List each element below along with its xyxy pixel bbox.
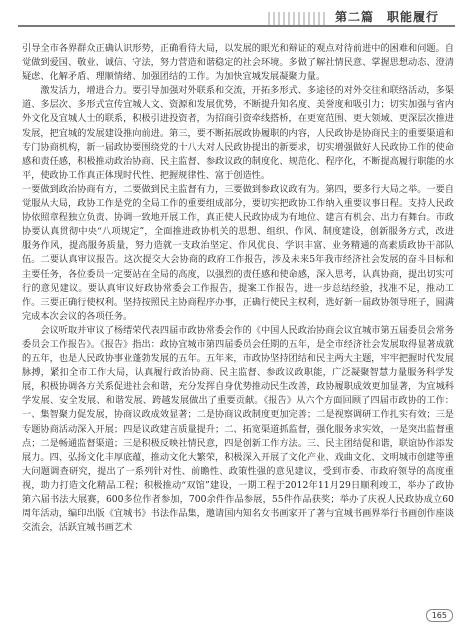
body-text (22, 42, 454, 535)
paragraph: 引导全市各界群众正确认识形势，正确看待大局，以发展的眼光和辩证的观点对待前进中的困难和问题。自觉做到爱国、敬业、诚信、守法，努力营造和谐稳定的社会环境。多做了解社情民意、掌握思想动态、澄清疑虑、化解矛盾、理顺情绪、加强团结的工作。为加快宜城发展凝聚力量。 (22, 43, 454, 83)
header-decoration (268, 12, 328, 26)
header-rule (18, 25, 455, 27)
paragraph: 会议听取并审议了杨缙荣代表四届市政协常委会作的《中国人民政治协商会议宜城市第五届委员会常务委员会工作报告》。《报告》指出：政协宜城市第四届委员会任期的五年，是全市经济社会发展取得显著成就的五年，也是人民政协事业蓬勃发展的五年。五年来，市政协坚持团结和民主两大主题，牢牢把握时代发展脉搏，紧扣全市工作大局，认真履行政治协商、民主监督、参政议政职能，广泛凝聚智慧力量服务科学发展，积极协调各方关系促进社会和谐，充分发挥自身优势推动民生改善，政协履职成效更加显著，为宜城科学发展、安全发展、和谐发展、跨越发展做出了重要贡献。《报告》从六个方面回顾了四届市政协的工作：一、集智聚力促发展，协商议政成效显著；二是协商议政制度更加完善；二是视察调研工作扎实有效；三是专题协商活动深入开展；四是议政建言质量提升；二、拓宽渠道抓监督，强化服务求实效，一是突出监督重点；二是畅通监督渠道；三是积极反映社情民意，四是创新工作方法。三、民主团结促和谐，联谊协作添发展力。四、弘扬文化丰厚底蕴，推动文化大繁荣，积极深入开展了文化产业、戏曲文化、文明城市创建等重大问题调查研究，提出了一系列针对性、前瞻性、政策性强的意见建议，受到市委、市政府领导的高度重视，助力打造文化精品工程；积极推动“双馆”建设，一期工程于2012年11月29日顺利竣工，举办了政协第六届书法大展赛，600多位作者参加，700余件作品参展，55件作品获奖；举办了庆祝人民政协成立60周年活动，编印出版《宜城书》书法作品集，邀请国内知名女书画家开了著与宜城书画界举行书画创作座谈交流会，活跃宜城书画艺术 (22, 324, 454, 534)
paragraph: 一要做到政治协商有方，二要做到民主监督有力，三要做到参政议政有为。第四，要多行大局之举。一要自觉服从大局，政协工作是党的全局工作的重要组成部分，要切实把政协工作纳入重要议事日程。支持人民政协依照章程独立负责、协调一致地开展工作，真正使人民政协成为有地位、建言有机会、出力有舞台。市政协要认真贯彻中央“八项规定”，全面推进政协机关的思想、组织、作风、制度建设，创新服务方式，改进服务作风，提高服务质量，努力造就一支政治坚定、作风优良、学识丰富、业务精通的高素质政协干部队伍。二要认真审议报告。这次提交大会协商的政府工作报告，涉及未来5年我市经济社会发展的奋斗目标和主要任务，各位委员一定要站在全局的高度，以强烈的责任感和使命感，深入思考，认真协商，提出切实可行的意见建议。要认真审议好政协常委会工作报告，提案工作报告，进一步总结经验，找准不足，推动工作。三要正确行使权利。坚持按照民主协商程序办事，正确行使民主权利，选好新一届政协领导班子，圆满完成本次会议的各项任务。 (22, 183, 454, 322)
section-title: 第二篇 职能履行 (335, 10, 440, 24)
page-number: 165 (426, 609, 453, 622)
running-header (0, 0, 475, 36)
paragraph: 激发活力，增进合力。要引导加强对外联系和交流，开拓多形式、多途径的对外交往和联络活动，多渠道、多层次、多形式宣传宜城人文、资源和发展优势，不断提升知名度、美誉度和吸引力；切实加强与省内外文化及宜城人士的联系，积极引进投资者，为招商引资牵线搭桥，在更宽范围、更大领域、更深层次推进发展，把宜城的发展建设推向前进。第三，要不断拓展政协履职的内容，人民政协是协商民主的重要渠道和专门协商机构，新一届政协要围绕党的十八大对人民政协提出的新要求，切实增强做好人民政协工作的使命感和责任感，积极推动政治协商、民主监督、参政议政的制度化、规范化、程序化，不断提高履行职能的水平，使政协工作真正体现时代性、把握规律性、富于创造性。 (22, 85, 454, 181)
